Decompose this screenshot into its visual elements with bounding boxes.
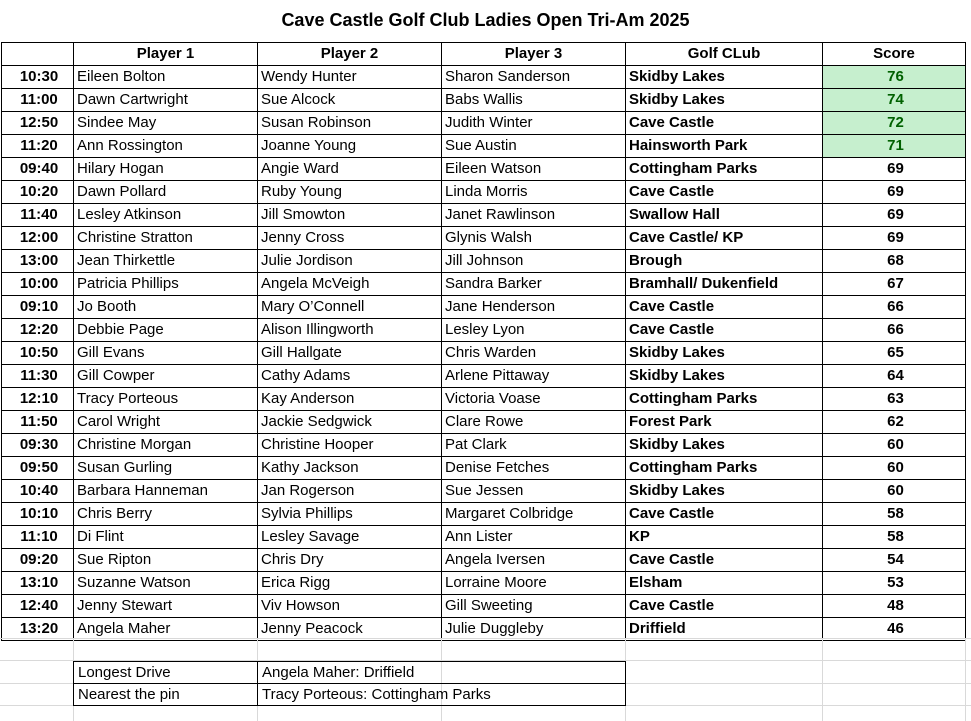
- player-3-cell[interactable]: Glynis Walsh: [442, 227, 626, 250]
- tee-time-cell[interactable]: 10:00: [2, 273, 74, 296]
- header-player-2[interactable]: Player 2: [258, 43, 442, 66]
- player-3-cell[interactable]: Janet Rawlinson: [442, 204, 626, 227]
- golf-club-cell[interactable]: Forest Park: [626, 411, 823, 434]
- table-row: [2, 250, 966, 273]
- player-1-cell[interactable]: Sindee May: [74, 112, 258, 135]
- player-2-cell[interactable]: Viv Howson: [258, 595, 442, 618]
- score-cell[interactable]: 72: [823, 112, 966, 135]
- player-2-cell[interactable]: Angela McVeigh: [258, 273, 442, 296]
- results-table: [1, 42, 966, 641]
- score-cell[interactable]: 62: [823, 411, 966, 434]
- header-time[interactable]: [2, 43, 74, 66]
- score-cell[interactable]: 60: [823, 457, 966, 480]
- tee-time-cell[interactable]: 11:20: [2, 135, 74, 158]
- player-2-cell[interactable]: Jenny Peacock: [258, 618, 442, 641]
- player-3-cell[interactable]: Denise Fetches: [442, 457, 626, 480]
- golf-club-cell[interactable]: Skidby Lakes: [626, 480, 823, 503]
- player-3-cell[interactable]: Julie Duggleby: [442, 618, 626, 641]
- score-cell[interactable]: 64: [823, 365, 966, 388]
- table-row: [2, 181, 966, 204]
- player-3-cell[interactable]: Chris Warden: [442, 342, 626, 365]
- golf-club-cell[interactable]: Brough: [626, 250, 823, 273]
- player-1-cell[interactable]: Susan Gurling: [74, 457, 258, 480]
- golf-club-cell[interactable]: Bramhall/ Dukenfield: [626, 273, 823, 296]
- table-row: [2, 434, 966, 457]
- score-cell[interactable]: 48: [823, 595, 966, 618]
- player-1-cell[interactable]: Gill Evans: [74, 342, 258, 365]
- tee-time-cell[interactable]: 10:40: [2, 480, 74, 503]
- tee-time-cell[interactable]: 11:50: [2, 411, 74, 434]
- gridline: [0, 638, 971, 639]
- table-row: [2, 342, 966, 365]
- tee-time-cell[interactable]: 13:10: [2, 572, 74, 595]
- player-2-cell[interactable]: Jackie Sedgwick: [258, 411, 442, 434]
- table-row: [2, 526, 966, 549]
- table-row: [2, 457, 966, 480]
- player-1-cell[interactable]: Sue Ripton: [74, 549, 258, 572]
- award-row-nearest-pin: [74, 684, 626, 706]
- player-1-cell[interactable]: Jo Booth: [74, 296, 258, 319]
- player-2-cell[interactable]: Alison Illingworth: [258, 319, 442, 342]
- score-cell[interactable]: 69: [823, 158, 966, 181]
- player-3-cell[interactable]: Sue Austin: [442, 135, 626, 158]
- score-cell[interactable]: 68: [823, 250, 966, 273]
- table-row: [2, 503, 966, 526]
- tee-time-cell[interactable]: 09:40: [2, 158, 74, 181]
- golf-club-cell[interactable]: Driffield: [626, 618, 823, 641]
- player-1-cell[interactable]: Eileen Bolton: [74, 66, 258, 89]
- score-cell[interactable]: 69: [823, 204, 966, 227]
- player-1-cell[interactable]: Christine Stratton: [74, 227, 258, 250]
- player-3-cell[interactable]: Lesley Lyon: [442, 319, 626, 342]
- score-cell[interactable]: 69: [823, 181, 966, 204]
- player-1-cell[interactable]: Jean Thirkettle: [74, 250, 258, 273]
- player-1-cell[interactable]: Debbie Page: [74, 319, 258, 342]
- tee-time-cell[interactable]: 09:10: [2, 296, 74, 319]
- table-row: [2, 273, 966, 296]
- player-3-cell[interactable]: Judith Winter: [442, 112, 626, 135]
- tee-time-cell[interactable]: 13:00: [2, 250, 74, 273]
- table-row: [2, 135, 966, 158]
- score-cell[interactable]: 54: [823, 549, 966, 572]
- player-3-cell[interactable]: Victoria Voase: [442, 388, 626, 411]
- table-row: [2, 388, 966, 411]
- golf-club-cell[interactable]: Elsham: [626, 572, 823, 595]
- score-cell[interactable]: 60: [823, 480, 966, 503]
- player-1-cell[interactable]: Di Flint: [74, 526, 258, 549]
- table-row: [2, 480, 966, 503]
- golf-club-cell[interactable]: Cave Castle: [626, 549, 823, 572]
- player-1-cell[interactable]: Suzanne Watson: [74, 572, 258, 595]
- tee-time-cell[interactable]: 12:20: [2, 319, 74, 342]
- tee-time-cell[interactable]: 11:30: [2, 365, 74, 388]
- header-score[interactable]: Score: [823, 43, 966, 66]
- player-2-cell[interactable]: Mary O’Connell: [258, 296, 442, 319]
- header-player-3[interactable]: Player 3: [442, 43, 626, 66]
- tee-time-cell[interactable]: 10:50: [2, 342, 74, 365]
- score-cell[interactable]: 71: [823, 135, 966, 158]
- player-2-cell[interactable]: Angie Ward: [258, 158, 442, 181]
- header-row: [2, 43, 966, 66]
- score-cell[interactable]: 74: [823, 89, 966, 112]
- golf-club-cell[interactable]: Cottingham Parks: [626, 158, 823, 181]
- player-2-cell[interactable]: Julie Jordison: [258, 250, 442, 273]
- table-row: [2, 296, 966, 319]
- player-1-cell[interactable]: Lesley Atkinson: [74, 204, 258, 227]
- player-3-cell[interactable]: Sandra Barker: [442, 273, 626, 296]
- table-row: [2, 227, 966, 250]
- player-3-cell[interactable]: Eileen Watson: [442, 158, 626, 181]
- player-2-cell[interactable]: Kathy Jackson: [258, 457, 442, 480]
- award-label[interactable]: Longest Drive: [74, 662, 258, 684]
- golf-club-cell[interactable]: Skidby Lakes: [626, 434, 823, 457]
- gridline: [822, 638, 823, 721]
- tee-time-cell[interactable]: 12:10: [2, 388, 74, 411]
- gridline: [965, 638, 966, 721]
- tee-time-cell[interactable]: 10:30: [2, 66, 74, 89]
- score-cell[interactable]: 58: [823, 503, 966, 526]
- player-2-cell[interactable]: Sylvia Phillips: [258, 503, 442, 526]
- table-row: [2, 365, 966, 388]
- table-row: [2, 89, 966, 112]
- tee-time-cell[interactable]: 09:50: [2, 457, 74, 480]
- player-2-cell[interactable]: Chris Dry: [258, 549, 442, 572]
- player-3-cell[interactable]: Clare Rowe: [442, 411, 626, 434]
- sheet-title: Cave Castle Golf Club Ladies Open Tri-Am 2025: [281, 10, 690, 30]
- player-1-cell[interactable]: Dawn Cartwright: [74, 89, 258, 112]
- player-2-cell[interactable]: Jan Rogerson: [258, 480, 442, 503]
- golf-club-cell[interactable]: Cottingham Parks: [626, 457, 823, 480]
- player-3-cell[interactable]: Margaret Colbridge: [442, 503, 626, 526]
- golf-club-cell[interactable]: Skidby Lakes: [626, 89, 823, 112]
- golf-club-cell[interactable]: Cave Castle: [626, 112, 823, 135]
- tee-time-cell[interactable]: 12:40: [2, 595, 74, 618]
- tee-time-cell[interactable]: 10:10: [2, 503, 74, 526]
- award-row-longest-drive: [74, 662, 626, 684]
- table-row: [2, 112, 966, 135]
- player-3-cell[interactable]: Pat Clark: [442, 434, 626, 457]
- score-cell[interactable]: 66: [823, 319, 966, 342]
- player-2-cell[interactable]: Joanne Young: [258, 135, 442, 158]
- tee-time-cell[interactable]: 13:20: [2, 618, 74, 641]
- table-row: [2, 595, 966, 618]
- golf-club-cell[interactable]: Cave Castle: [626, 319, 823, 342]
- player-1-cell[interactable]: Dawn Pollard: [74, 181, 258, 204]
- player-3-cell[interactable]: Sharon Sanderson: [442, 66, 626, 89]
- player-1-cell[interactable]: Jenny Stewart: [74, 595, 258, 618]
- table-row: [2, 158, 966, 181]
- table-row: [2, 319, 966, 342]
- tee-time-cell[interactable]: 12:50: [2, 112, 74, 135]
- player-2-cell[interactable]: Sue Alcock: [258, 89, 442, 112]
- player-2-cell[interactable]: Wendy Hunter: [258, 66, 442, 89]
- player-3-cell[interactable]: Jane Henderson: [442, 296, 626, 319]
- player-2-cell[interactable]: Susan Robinson: [258, 112, 442, 135]
- score-cell[interactable]: 65: [823, 342, 966, 365]
- header-player-1[interactable]: Player 1: [74, 43, 258, 66]
- golf-club-cell[interactable]: Cave Castle: [626, 503, 823, 526]
- player-1-cell[interactable]: Gill Cowper: [74, 365, 258, 388]
- score-cell[interactable]: 53: [823, 572, 966, 595]
- player-1-cell[interactable]: Carol Wright: [74, 411, 258, 434]
- tee-time-cell[interactable]: 09:30: [2, 434, 74, 457]
- player-3-cell[interactable]: Ann Lister: [442, 526, 626, 549]
- golf-club-cell[interactable]: Cave Castle/ KP: [626, 227, 823, 250]
- player-2-cell[interactable]: Gill Hallgate: [258, 342, 442, 365]
- table-row: [2, 66, 966, 89]
- golf-club-cell[interactable]: Cave Castle: [626, 181, 823, 204]
- player-2-cell[interactable]: Lesley Savage: [258, 526, 442, 549]
- player-3-cell[interactable]: Arlene Pittaway: [442, 365, 626, 388]
- player-3-cell[interactable]: Linda Morris: [442, 181, 626, 204]
- player-3-cell[interactable]: Babs Wallis: [442, 89, 626, 112]
- tee-time-cell[interactable]: 11:00: [2, 89, 74, 112]
- player-1-cell[interactable]: Tracy Porteous: [74, 388, 258, 411]
- header-golf-club[interactable]: Golf CLub: [626, 43, 823, 66]
- golf-club-cell[interactable]: Cottingham Parks: [626, 388, 823, 411]
- tee-time-cell[interactable]: 11:10: [2, 526, 74, 549]
- player-2-cell[interactable]: Jenny Cross: [258, 227, 442, 250]
- player-1-cell[interactable]: Christine Morgan: [74, 434, 258, 457]
- player-1-cell[interactable]: Hilary Hogan: [74, 158, 258, 181]
- golf-club-cell[interactable]: KP: [626, 526, 823, 549]
- tee-time-cell[interactable]: 11:40: [2, 204, 74, 227]
- player-1-cell[interactable]: Chris Berry: [74, 503, 258, 526]
- golf-club-cell[interactable]: Skidby Lakes: [626, 342, 823, 365]
- golf-club-cell[interactable]: Swallow Hall: [626, 204, 823, 227]
- awards-table: [73, 661, 626, 706]
- score-cell[interactable]: 69: [823, 227, 966, 250]
- score-cell[interactable]: 58: [823, 526, 966, 549]
- player-2-cell[interactable]: Christine Hooper: [258, 434, 442, 457]
- player-2-cell[interactable]: Erica Rigg: [258, 572, 442, 595]
- score-cell[interactable]: 66: [823, 296, 966, 319]
- table-row: [2, 204, 966, 227]
- results-rows: [2, 66, 966, 641]
- table-row: [2, 411, 966, 434]
- player-1-cell[interactable]: Patricia Phillips: [74, 273, 258, 296]
- table-row: [2, 549, 966, 572]
- player-1-cell[interactable]: Angela Maher: [74, 618, 258, 641]
- player-1-cell[interactable]: Barbara Hanneman: [74, 480, 258, 503]
- tee-time-cell[interactable]: 10:20: [2, 181, 74, 204]
- golf-club-cell[interactable]: Hainsworth Park: [626, 135, 823, 158]
- player-2-cell[interactable]: Cathy Adams: [258, 365, 442, 388]
- player-3-cell[interactable]: Lorraine Moore: [442, 572, 626, 595]
- player-3-cell[interactable]: Angela Iversen: [442, 549, 626, 572]
- score-cell[interactable]: 46: [823, 618, 966, 641]
- score-cell[interactable]: 67: [823, 273, 966, 296]
- tee-time-cell[interactable]: 09:20: [2, 549, 74, 572]
- golf-club-cell[interactable]: Cave Castle: [626, 296, 823, 319]
- award-label[interactable]: Nearest the pin: [74, 684, 258, 706]
- award-winner[interactable]: Angela Maher: Driffield: [258, 662, 626, 684]
- score-cell[interactable]: 63: [823, 388, 966, 411]
- tee-time-cell[interactable]: 12:00: [2, 227, 74, 250]
- player-3-cell[interactable]: Sue Jessen: [442, 480, 626, 503]
- player-3-cell[interactable]: Jill Johnson: [442, 250, 626, 273]
- award-winner[interactable]: Tracy Porteous: Cottingham Parks: [258, 684, 626, 706]
- score-cell[interactable]: 60: [823, 434, 966, 457]
- player-1-cell[interactable]: Ann Rossington: [74, 135, 258, 158]
- player-2-cell[interactable]: Kay Anderson: [258, 388, 442, 411]
- score-cell[interactable]: 76: [823, 66, 966, 89]
- player-2-cell[interactable]: Jill Smowton: [258, 204, 442, 227]
- golf-club-cell[interactable]: Skidby Lakes: [626, 66, 823, 89]
- golf-club-cell[interactable]: Skidby Lakes: [626, 365, 823, 388]
- golf-club-cell[interactable]: Cave Castle: [626, 595, 823, 618]
- player-3-cell[interactable]: Gill Sweeting: [442, 595, 626, 618]
- player-2-cell[interactable]: Ruby Young: [258, 181, 442, 204]
- table-row: [2, 572, 966, 595]
